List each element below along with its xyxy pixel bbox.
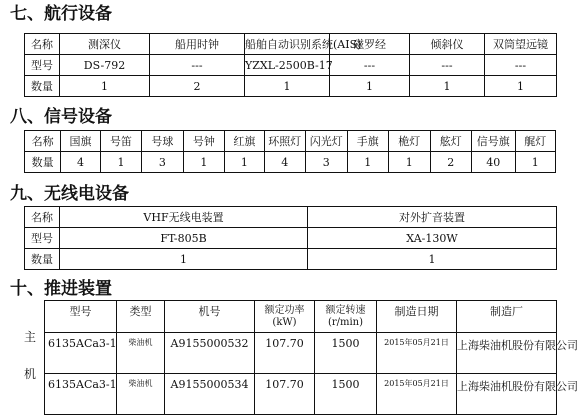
- column-header: 舷灯: [430, 131, 471, 152]
- cell: 4: [61, 152, 100, 173]
- section-title-signal: 八、信号设备: [10, 107, 112, 127]
- cell: 107.70: [255, 374, 315, 415]
- cell: 柴油机: [117, 374, 165, 415]
- column-header: 信号旗: [471, 131, 515, 152]
- column-header: 双筒望远镜: [485, 34, 557, 55]
- quantity-row: [25, 249, 557, 270]
- cell: 3: [306, 152, 347, 173]
- cell: 6135ACa3-1: [45, 333, 117, 374]
- cell: 2: [150, 76, 245, 97]
- column-header: 桅灯: [389, 131, 430, 152]
- column-header: 倾斜仪: [410, 34, 485, 55]
- quantity-label: 数量: [25, 152, 61, 173]
- cell: 1: [225, 152, 264, 173]
- name-label: 名称: [25, 34, 60, 55]
- main-engine-side-label-top: 主: [24, 330, 37, 344]
- radio-equipment-table: [24, 206, 557, 270]
- cell: 1: [60, 76, 150, 97]
- model-row: [25, 55, 557, 76]
- table-row: [45, 374, 557, 415]
- propulsion-table: [44, 300, 578, 415]
- column-header: 号笛: [100, 131, 141, 152]
- cell: ---: [330, 55, 410, 76]
- table-row: [45, 333, 557, 374]
- column-header: 测深仪: [60, 34, 150, 55]
- column-header: 机号: [165, 301, 255, 333]
- quantity-label: 数量: [25, 249, 60, 270]
- model-row: [25, 228, 557, 249]
- header-row: [25, 207, 557, 228]
- cell: 柴油机: [117, 333, 165, 374]
- cell: 2: [430, 152, 471, 173]
- column-header: 磁罗经: [330, 34, 410, 55]
- column-header: 额定功率 (kW): [255, 301, 315, 333]
- header-row: [25, 34, 557, 55]
- cell: ---: [150, 55, 245, 76]
- navigation-equipment-table: [24, 33, 557, 97]
- column-header: 闪光灯: [306, 131, 347, 152]
- cell: A9155000534: [165, 374, 255, 415]
- column-header: 船用时钟: [150, 34, 245, 55]
- cell: 1: [245, 76, 330, 97]
- cell: 1: [330, 76, 410, 97]
- name-label: 名称: [25, 131, 61, 152]
- cell: 1: [389, 152, 430, 173]
- quantity-row: [25, 152, 556, 173]
- column-header: 号钟: [183, 131, 224, 152]
- cell: DS-792: [60, 55, 150, 76]
- column-header: 类型: [117, 301, 165, 333]
- header-row: [25, 131, 556, 152]
- cell: 2015年05月21日: [377, 374, 457, 415]
- column-header: 制造日期: [377, 301, 457, 333]
- signal-equipment-table: [24, 130, 556, 173]
- column-header: 额定转速 (r/min): [315, 301, 377, 333]
- column-header: 对外扩音装置: [308, 207, 557, 228]
- cell: XA-130W: [308, 228, 557, 249]
- column-header: 型号: [45, 301, 117, 333]
- column-header: 国旗: [61, 131, 100, 152]
- column-header: 艉灯: [515, 131, 555, 152]
- cell: 1: [100, 152, 141, 173]
- cell: 40: [471, 152, 515, 173]
- cell: 1500: [315, 333, 377, 374]
- cell: FT-805B: [60, 228, 308, 249]
- cell: ---: [485, 55, 557, 76]
- cell: YZXL-2500B-17: [245, 55, 330, 76]
- cell: 107.70: [255, 333, 315, 374]
- cell: 1500: [315, 374, 377, 415]
- main-engine-side-label-bottom: 机: [24, 367, 37, 381]
- column-header: 号球: [142, 131, 183, 152]
- cell: 1: [60, 249, 308, 270]
- cell: 3: [142, 152, 183, 173]
- section-title-navigation: 七、航行设备: [10, 4, 112, 24]
- column-header: 手旗: [347, 131, 388, 152]
- model-label: 型号: [25, 228, 60, 249]
- quantity-row: [25, 76, 557, 97]
- cell: 1: [410, 76, 485, 97]
- cell: 1: [183, 152, 224, 173]
- section-title-propulsion: 十、推进装置: [10, 279, 112, 299]
- quantity-label: 数量: [25, 76, 60, 97]
- cell: 2015年05月21日: [377, 333, 457, 374]
- column-header: VHF无线电装置: [60, 207, 308, 228]
- cell: 1: [347, 152, 388, 173]
- header-row: [45, 301, 557, 333]
- column-header: 红旗: [225, 131, 264, 152]
- cell: 1: [485, 76, 557, 97]
- cell: 上海柴油机股份有限公司: [457, 333, 557, 374]
- cell: 4: [264, 152, 305, 173]
- cell: 上海柴油机股份有限公司: [457, 374, 557, 415]
- column-header: 制造厂: [457, 301, 557, 333]
- model-label: 型号: [25, 55, 60, 76]
- cell: 6135ACa3-1: [45, 374, 117, 415]
- cell: 1: [308, 249, 557, 270]
- cell: A9155000532: [165, 333, 255, 374]
- column-header: 环照灯: [264, 131, 305, 152]
- name-label: 名称: [25, 207, 60, 228]
- cell: 1: [515, 152, 555, 173]
- section-title-radio: 九、无线电设备: [10, 184, 129, 204]
- column-header: 船舶自动识别系统(AIS): [245, 34, 330, 55]
- cell: ---: [410, 55, 485, 76]
